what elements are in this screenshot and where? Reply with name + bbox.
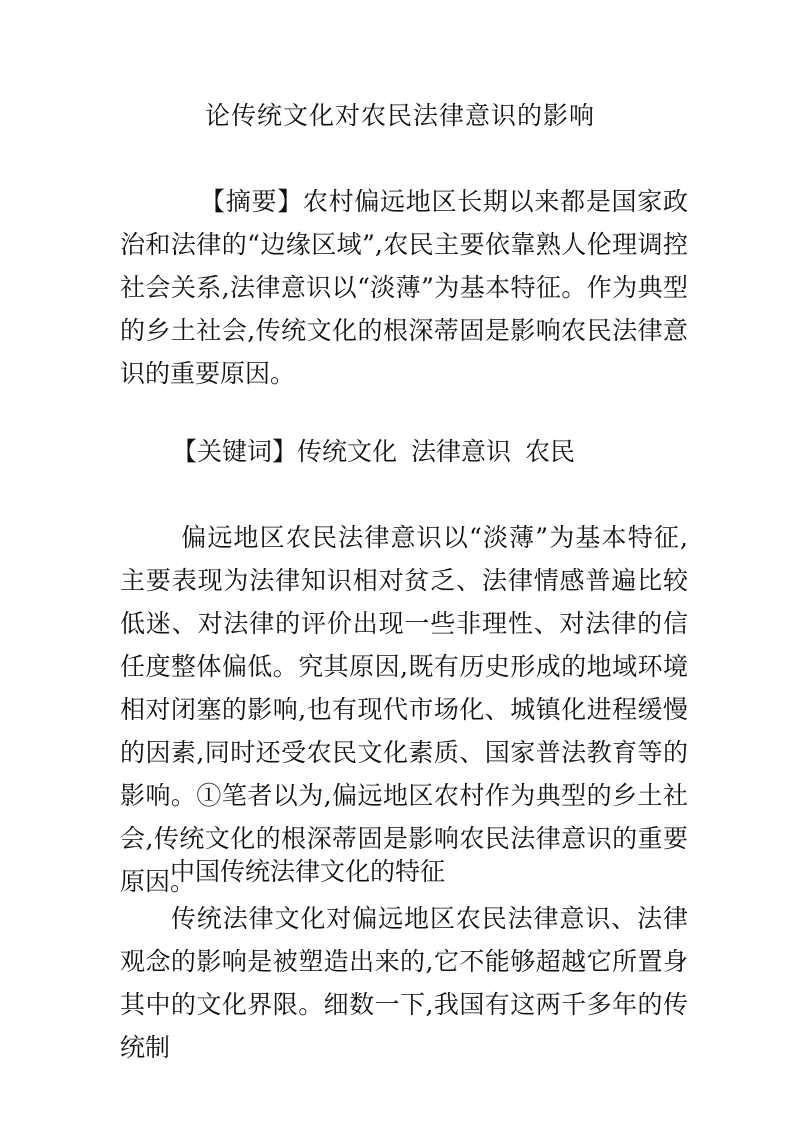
body-paragraph-1	[120, 516, 688, 903]
abstract-text: 农村偏远地区长期以来都是国家政治和法律的“边缘区域”,农民主要依靠熟人伦理调控社会关系,法律意识以“淡薄”为基本特征。作为典型的乡土社会,传统文化的根深蒂固是影响农民法律意识的重要原因。	[120, 187, 688, 388]
body-paragraph-2	[120, 897, 688, 1069]
section-heading: 中国传统法律文化的特征	[170, 857, 446, 886]
paragraph-1-text: 偏远地区农民法律意识以“淡薄”为基本特征,主要表现为法律知识相对贫乏、法律情感普遍比较低迷、对法律的评价出现一些非理性、对法律的信任度整体偏低。究其原因,既有历史形成的地域环境相对闭塞的影响,也有现代市场化、城镇化进程缓慢的因素,同时还受农民文化素质、国家普法教育等的影响。①笔者以为,偏远地区农村作为典型的乡土社会,传统文化的根深蒂固是影响农民法律意识的重要原因。	[120, 523, 688, 896]
document-title: 论传统文化对农民法律意识的影响	[204, 101, 595, 130]
keywords-line	[172, 432, 575, 472]
abstract-label: 【摘要】	[200, 187, 303, 216]
keyword-item: 传统文化	[297, 437, 398, 466]
paragraph-2-text: 传统法律文化对偏远地区农民法律意识、法律观念的影响是被塑造出来的,它不能够超越它所置身其中的文化界限。细数一下,我国有这两千多年的传统制	[120, 904, 688, 1062]
keywords-label: 【关键词】	[172, 437, 298, 466]
keyword-item: 农民	[525, 437, 576, 466]
keyword-item: 法律意识	[411, 437, 512, 466]
abstract-paragraph	[120, 180, 688, 395]
